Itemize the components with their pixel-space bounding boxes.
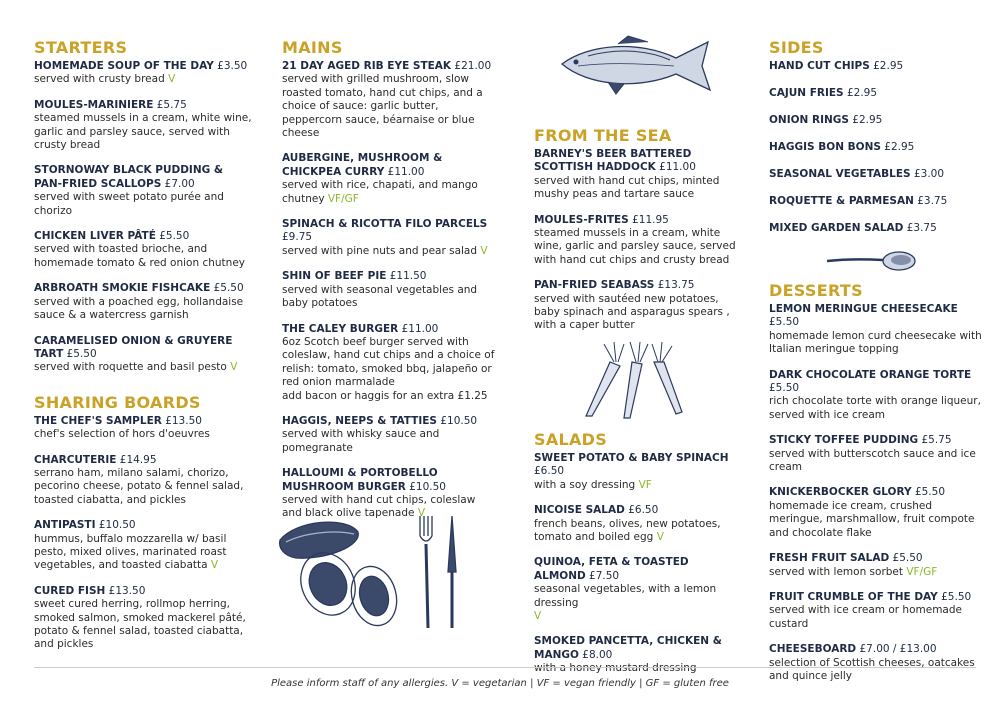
item-name: CHICKEN LIVER PÂTÉ — [34, 230, 156, 243]
footer-divider — [34, 667, 976, 668]
column-1 — [34, 38, 252, 664]
item-price: £5.75 — [156, 98, 187, 111]
item-name: STICKY TOFFEE PUDDING — [769, 434, 919, 447]
item-price: £5.50 — [941, 590, 972, 603]
item-name: SPINACH & RICOTTA FILO PARCELS — [282, 218, 488, 231]
item-desc: served with whisky sauce and pomegranate — [282, 428, 440, 454]
item-price: £7.00 — [164, 177, 195, 190]
menu-item — [34, 454, 252, 508]
menu-item — [769, 591, 984, 631]
item-name: ROQUETTE & PARMESAN — [769, 195, 914, 207]
menu-item — [534, 556, 739, 623]
diet-tag: VF/GF — [906, 565, 938, 578]
section-title-salads: SALADS — [534, 430, 608, 449]
item-price: £8.00 — [582, 648, 613, 661]
column-3 — [534, 126, 739, 345]
menu-item — [34, 335, 252, 375]
item-name: MOULES-MARINIERE — [34, 98, 154, 111]
item-price: £5.75 — [921, 434, 952, 447]
item-name: SWEET POTATO & BABY SPINACH — [534, 452, 729, 464]
item-price: £14.95 — [119, 453, 157, 466]
menu-item — [34, 164, 252, 218]
item-price: £5.50 — [914, 486, 945, 499]
item-price: £5.50 — [892, 552, 923, 565]
column-3-salads — [534, 430, 739, 688]
item-desc: french beans, olives, new potatoes, tomato and boiled egg — [534, 517, 721, 544]
item-price: £3.50 — [217, 60, 248, 72]
menu-item — [534, 452, 739, 492]
item-name: CURED FISH — [34, 584, 106, 597]
menu-item — [282, 218, 497, 258]
section-title-starters: STARTERS — [34, 38, 128, 57]
item-desc: served with a poached egg, hollandaise sauce & a watercress garnish — [34, 295, 244, 322]
item-name: CARAMELISED ONION & GRUYERE TART — [34, 334, 233, 360]
item-name: SHIN OF BEEF PIE — [282, 270, 387, 283]
item-name: THE CALEY BURGER — [282, 322, 399, 335]
item-price: £13.50 — [108, 584, 146, 597]
section-title-mains: MAINS — [282, 38, 343, 57]
item-desc: served with rice, chapati, and mango chutney — [282, 179, 478, 205]
diet-tag: V — [168, 73, 176, 86]
item-name: THE CHEF'S SAMPLER — [34, 414, 162, 427]
column-4 — [769, 38, 984, 695]
item-price: £5.50 — [769, 316, 800, 329]
item-name: SEASONAL VEGETABLES — [769, 168, 911, 180]
carrots-illustration — [580, 340, 696, 420]
item-name: HAGGIS, NEEPS & TATTIES — [282, 414, 437, 427]
item-name: CAJUN FRIES — [769, 87, 844, 99]
fish-illustration — [558, 34, 714, 100]
diet-tag: V — [656, 531, 664, 544]
item-price: £9.75 — [282, 231, 313, 244]
item-price: £6.50 — [628, 504, 659, 517]
item-price: £11.00 — [387, 165, 425, 178]
menu-item — [282, 270, 497, 310]
menu-item — [282, 323, 497, 403]
item-name: KNICKERBOCKER GLORY — [769, 486, 912, 499]
item-name: HAND CUT CHIPS — [769, 60, 870, 72]
item-name: FRUIT CRUMBLE OF THE DAY — [769, 590, 938, 603]
menu-item — [534, 148, 739, 202]
section-title-sides: SIDES — [769, 38, 824, 57]
column-2 — [282, 38, 497, 533]
diet-tag: V — [230, 361, 238, 374]
item-name: LEMON MERINGUE CHEESECAKE — [769, 303, 958, 315]
menu-item — [769, 369, 984, 423]
mussels-cutlery-illustration — [276, 512, 476, 632]
menu-item — [769, 486, 984, 540]
item-name: HOMEMADE SOUP OF THE DAY — [34, 60, 214, 72]
item-name: CHARCUTERIE — [34, 453, 117, 466]
item-desc: served with sweet potato purée and chorizo — [34, 191, 224, 217]
side-item — [769, 195, 984, 208]
item-name: CHEESEBOARD — [769, 643, 857, 656]
side-item — [769, 87, 984, 100]
side-item — [769, 168, 984, 181]
diet-tag: V — [417, 507, 425, 520]
menu-item — [34, 519, 252, 573]
item-desc: served with hand cut chips, coleslaw and black olive tapenade — [282, 493, 476, 520]
item-price: £5.50 — [769, 382, 800, 395]
menu-item — [34, 99, 252, 153]
item-name: STORNOWAY BLACK PUDDING & PAN-FRIED SCALLOPS — [34, 164, 224, 190]
item-price: £10.50 — [440, 414, 478, 427]
menu-item — [769, 303, 984, 357]
item-price: £11.50 — [389, 270, 427, 283]
menu-item — [34, 415, 252, 442]
side-item — [769, 141, 984, 154]
menu-item — [534, 504, 739, 544]
side-item — [769, 114, 984, 127]
item-name: MIXED GARDEN SALAD — [769, 222, 904, 234]
section-title-from-the-sea: FROM THE SEA — [534, 126, 672, 145]
item-name: FRESH FRUIT SALAD — [769, 552, 890, 565]
item-name: 21 DAY AGED RIB EYE STEAK — [282, 60, 452, 72]
item-price: £21.00 — [454, 60, 492, 72]
item-price: £3.75 — [917, 195, 948, 207]
menu-item — [534, 279, 739, 333]
item-price: £6.50 — [534, 465, 565, 478]
item-desc: served with seasonal vegetables and baby potatoes — [282, 283, 478, 310]
item-price: £7.00 / £13.00 — [859, 643, 937, 656]
section-title-desserts: DESSERTS — [769, 281, 863, 300]
item-name: MOULES-FRITES — [534, 213, 629, 226]
item-name: NICOISE SALAD — [534, 504, 625, 517]
item-price: £11.00 — [659, 161, 696, 174]
item-price: £2.95 — [852, 114, 883, 126]
menu-item — [769, 434, 984, 474]
item-desc: served with sautéed new potatoes, baby spinach and asparagus spears , with a caper butter — [534, 292, 730, 332]
item-desc: served with crusty bread — [34, 73, 165, 86]
item-price: £11.00 — [401, 322, 439, 335]
diet-tag: V — [210, 559, 219, 572]
item-name: PAN-FRIED SEABASS — [534, 279, 655, 292]
item-desc: homemade ice cream, crushed meringue, marshmallow, fruit compote and chocolate flake — [769, 499, 975, 539]
item-desc: selection of Scottish cheeses, oatcakes and quince jelly — [769, 656, 975, 682]
menu-item — [34, 230, 252, 270]
menu-item — [282, 415, 497, 455]
item-price: £5.50 — [66, 347, 97, 360]
menu-item — [534, 214, 739, 268]
menu-item — [282, 152, 497, 206]
item-desc: served with ice cream or homemade custard — [769, 604, 962, 630]
item-desc: served with hand cut chips, minted mushy peas and tartare sauce — [534, 174, 720, 201]
item-name: HAGGIS BON BONS — [769, 141, 881, 153]
item-name: DARK CHOCOLATE ORANGE TORTE — [769, 368, 972, 381]
item-desc: served with grilled mushroom, slow roasted tomato, hand cut chips, and a choice of sauce: garlic butter, peppercorn sauce, béarnaise or blue cheese — [282, 73, 483, 140]
diet-tag: VF — [638, 478, 652, 491]
item-name: SMOKED PANCETTA, CHICKEN & MANGO — [534, 635, 722, 661]
item-price: £5.50 — [213, 282, 244, 295]
item-price: £10.50 — [409, 480, 446, 493]
menu-item — [34, 60, 252, 87]
menu-item — [769, 552, 984, 579]
item-desc: chef's selection of hors d'oeuvres — [34, 428, 210, 441]
item-desc: served with toasted brioche, and homemade tomato & red onion chutney — [34, 243, 245, 269]
item-price: £11.95 — [632, 213, 669, 226]
item-desc: with a soy dressing — [534, 478, 636, 491]
item-desc: with a honey mustard dressing — [534, 662, 697, 675]
item-desc: served with lemon sorbet — [769, 565, 904, 578]
menu-item — [282, 60, 497, 140]
side-item — [769, 222, 984, 235]
item-name: ONION RINGS — [769, 114, 849, 126]
item-name: AUBERGINE, MUSHROOM & CHICKPEA CURRY — [282, 152, 443, 178]
item-name: QUINOA, FETA & TOASTED ALMOND — [534, 556, 689, 582]
item-desc: rich chocolate torte with orange liqueur, served with ice cream — [769, 395, 981, 421]
item-desc: hummus, buffalo mozzarella w/ basil pesto, mixed olives, marinated roast vegetables, and toasted ciabatta — [34, 532, 227, 572]
item-price: £3.00 — [913, 168, 945, 180]
item-desc: served with pine nuts and pear salad — [282, 244, 478, 257]
diet-tag: VF/GF — [327, 192, 359, 205]
menu-item — [534, 635, 739, 675]
item-price: £2.95 — [846, 87, 878, 99]
item-extra: add bacon or haggis for an extra £1.25 — [282, 389, 488, 402]
item-desc: steamed mussels in a cream, white wine, garlic and parsley sauce, served with hand cut chips and crusty bread — [534, 227, 736, 266]
section-title-sharing-boards: SHARING BOARDS — [34, 392, 201, 412]
item-price: £10.50 — [98, 519, 136, 532]
item-desc: sweet cured herring, rollmop herring, smoked salmon, smoked mackerel pâté, potato & fennel salad, toasted ciabatta, and pickles — [34, 598, 246, 651]
side-item — [769, 60, 984, 73]
item-price: £2.95 — [873, 60, 904, 72]
item-desc: homemade lemon curd cheesecake with Italian meringue topping — [769, 329, 982, 356]
item-desc: served with roquette and basil pesto — [34, 361, 227, 374]
spoon-illustration — [825, 249, 917, 273]
item-desc: serrano ham, milano salami, chorizo, pecorino cheese, potato & fennel salad, toasted ciabatta, and pickles — [34, 466, 244, 506]
diet-tag: V — [534, 610, 542, 623]
item-price: £3.75 — [906, 222, 937, 234]
diet-tag: V — [480, 244, 488, 257]
item-name: HALLOUMI & PORTOBELLO MUSHROOM BURGER — [282, 467, 438, 493]
item-price: £5.50 — [159, 230, 190, 243]
item-name: ARBROATH SMOKIE FISHCAKE — [34, 282, 211, 295]
item-desc: 6oz Scotch beef burger served with coleslaw, hand cut chips and a choice of relish: tomato, smoked bbq, jalapeño or red onion marmalade — [282, 335, 495, 389]
item-name: ANTIPASTI — [34, 519, 96, 532]
item-price: £13.75 — [657, 279, 695, 292]
item-name: BARNEY'S BEER BATTERED SCOTTISH HADDOCK — [534, 148, 692, 174]
item-price: £2.95 — [884, 141, 915, 153]
item-desc: served with butterscotch sauce and ice cream — [769, 447, 976, 474]
item-price: £7.50 — [589, 569, 620, 582]
menu-item — [34, 585, 252, 652]
menu-item — [34, 282, 252, 322]
item-desc: steamed mussels in a cream, white wine, garlic and parsley sauce, served with crusty bread — [34, 112, 252, 152]
item-price: £13.50 — [165, 414, 202, 427]
allergy-notice: Please inform staff of any allergies. V = vegetarian | VF = vegan friendly | GF = gluten free — [271, 678, 729, 689]
item-desc: seasonal vegetables, with a lemon dressing — [534, 583, 717, 609]
